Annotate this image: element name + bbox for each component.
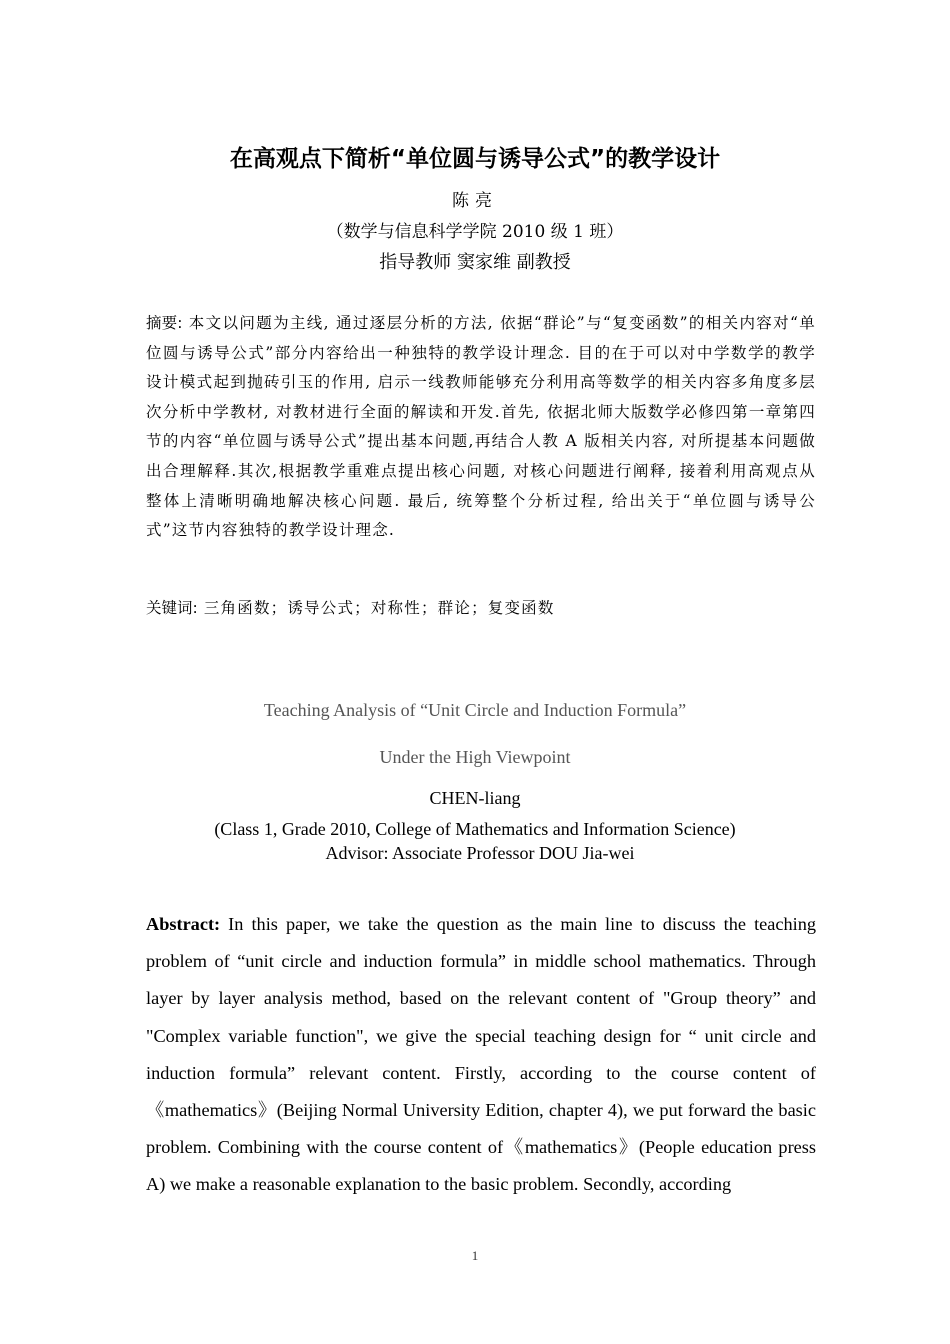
chinese-abstract (146, 309, 816, 546)
english-title-line2: Under the High Viewpoint (379, 747, 571, 767)
chinese-keywords-label: 关键词: (146, 599, 198, 617)
chinese-keywords-text: 三角函数；诱导公式；对称性；群论；复变函数 (197, 599, 555, 617)
english-title-line1: Teaching Analysis of “Unit Circle and Induction Formula” (263, 700, 687, 720)
english-abstract-text: In this paper, we take the question as the main line to discuss the teaching problem of “unit circle and induction formula” in middle school mathematics. Through layer by layer analysis method, based on the relevant content of "Group theory” and "Complex variable function", we give the special teaching design for “ unit circle and induction formula” relevant content. Firstly, according to the course content of《mathematics》(Beijing Normal University Edition, chapter 4), we put forward the basic problem. Combining with the course content of《mathematics》(People education press A) we make a reasonable explanation to the basic problem. Secondly, according (146, 914, 816, 1195)
english-abstract-label: Abstract: (146, 914, 221, 934)
chinese-abstract-text: 本文以问题为主线, 通过逐层分析的方法, 依据“群论”与“复变函数”的相关内容对“单位圆与诱导公式”部分内容给出一种独特的教学设计理念. 目的在于可以对中学数学的教学设计模式起到抛砖引玉的作用, 启示一线教师能够充分利用高等数学的相关内容多角度多层次分析中学教材, 对教材进行全面的解读和开发.首先, 依据北师大版数学必修四第一章第四节的内容“单位圆与诱导公式”提出基本问题,再结合人教 A 版相关内容, 对所提基本问题做出合理解释.其次,根据教学重难点提出核心问题, 对核心问题进行阐释, 接着利用高观点从整体上清晰明确地解决核心问题. 最后, 统筹整个分析过程, 给出关于“单位圆与诱导公式”这节内容独特的教学设计理念. (146, 314, 816, 540)
chinese-affiliation: （数学与信息科学学院 2010 级 1 班） (326, 222, 624, 242)
english-advisor: Advisor: Associate Professor DOU Jia-wei (325, 843, 635, 863)
chinese-advisor: 指导教师 窦家维 副教授 (379, 252, 571, 273)
chinese-title: 在高观点下简析“单位圆与诱导公式”的教学设计 (229, 146, 721, 172)
chinese-author: 陈亮 (452, 191, 498, 211)
page-number: 1 (471, 1248, 479, 1263)
english-abstract (146, 906, 816, 1204)
english-affiliation: (Class 1, Grade 2010, College of Mathematics and Information Science) (214, 819, 736, 839)
english-author: CHEN-liang (429, 788, 521, 808)
chinese-keywords (146, 594, 816, 623)
chinese-abstract-label: 摘要: (146, 314, 183, 332)
